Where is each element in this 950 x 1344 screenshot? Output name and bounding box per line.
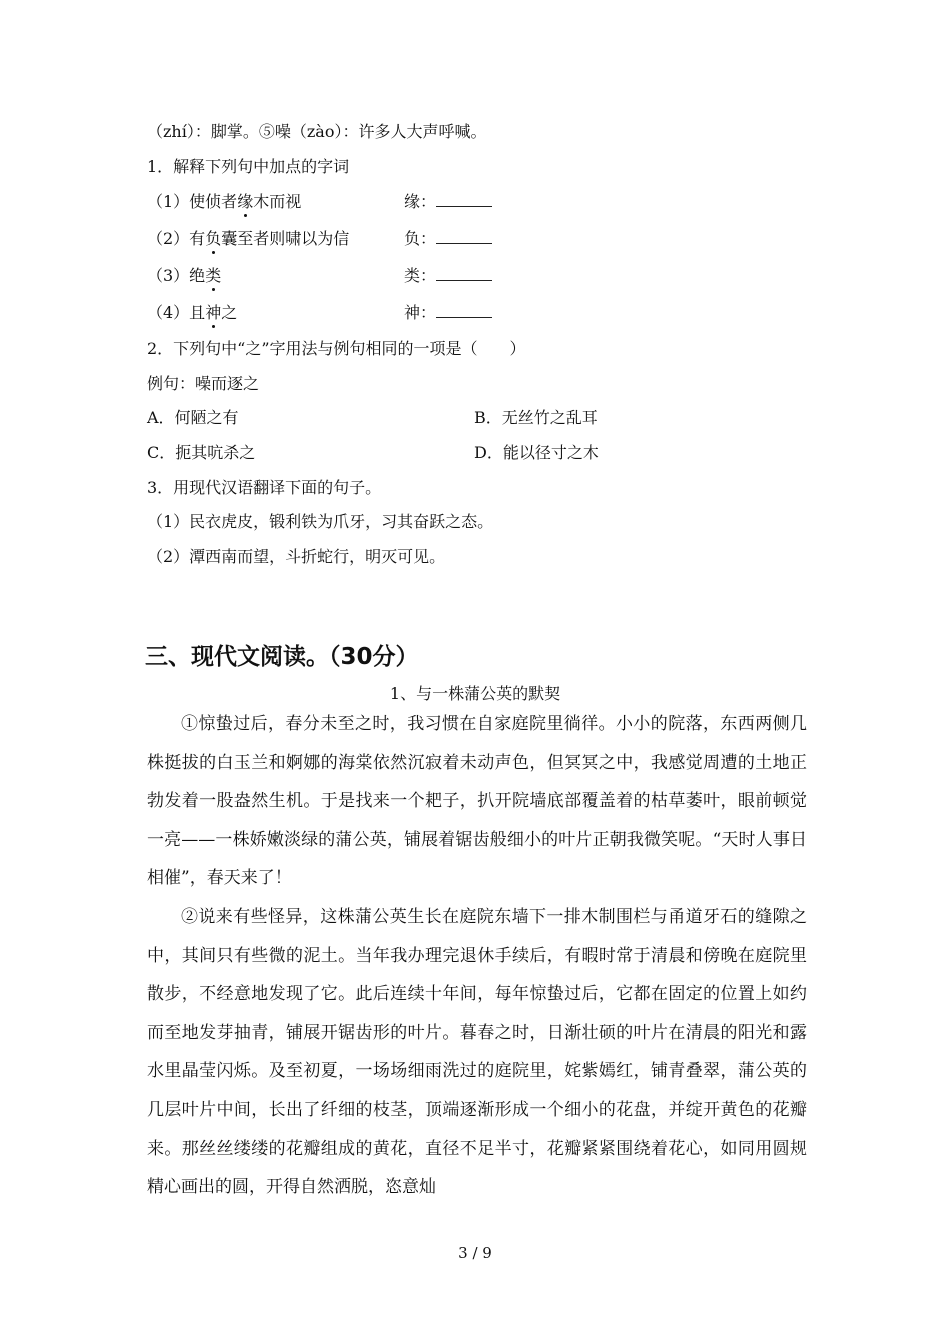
- paragraph-1: ①惊蛰过后，春分未至之时，我习惯在自家庭院里徜徉。小小的院落，东西两侧几株挺拔的白玉兰和婀娜的海棠依然沉寂着未动声色，但冥冥之中，我感觉周遭的土地正勃发着一股盎然生机。于是找来一个耙子，扒开院墙底部覆盖着的枯草萎叶，眼前顿觉一亮——一株娇嫩淡绿的蒲公英，铺展着锯齿般细小的叶片正朝我微笑呢。“天时人事日相催”，春天来了！: [147, 714, 807, 889]
- q3-item-2: （2）潭西南而望，斗折蛇行，明灭可见。: [147, 547, 446, 566]
- answer-blank: [436, 192, 492, 207]
- q1-item-4: [147, 303, 237, 323]
- answer-blank: [436, 303, 492, 318]
- dotted-char: 神: [205, 303, 222, 322]
- q1-item-1: [147, 192, 301, 212]
- q2-option-c: C．扼其吭杀之: [147, 443, 256, 462]
- dotted-char: 负: [205, 229, 222, 248]
- q1-answer-2: [404, 229, 492, 249]
- answer-label: 缘：: [404, 192, 437, 211]
- q3-item-1: （1）民衣虎皮，锻利铁为爪牙，习其奋跃之态。: [147, 512, 494, 531]
- q2-option-b: B．无丝竹之乱耳: [474, 408, 598, 427]
- q1-item-text: （2）有: [147, 229, 206, 248]
- q2-example: 例句：噪而逐之: [147, 374, 260, 393]
- q1-item-text: 之: [221, 303, 238, 322]
- q3-title: 3．用现代汉语翻译下面的句子。: [147, 478, 382, 497]
- answer-blank: [436, 266, 492, 281]
- q1-title: 1．解释下列句中加点的字词: [147, 157, 350, 176]
- q2-option-a: A．何陋之有: [147, 408, 239, 427]
- q1-item-text: 木而视: [253, 192, 302, 211]
- answer-label: 神：: [404, 303, 437, 322]
- paragraph-2: ②说来有些怪异，这株蒲公英生长在庭院东墙下一排木制围栏与甬道牙石的缝隙之中，其间只有些微的泥土。当年我办理完退休手续后，有暇时常于清晨和傍晚在庭院里散步，不经意地发现了它。此后连续十年间，每年惊蛰过后，它都在固定的位置上如约而至地发芽抽青，铺展开锯齿形的叶片。暮春之时，日渐壮硕的叶片在清晨的阳光和露水里晶莹闪烁。及至初夏，一场场细雨洗过的庭院里，姹紫嫣红，铺青叠翠，蒲公英的几层叶片中间，长出了纤细的枝茎，顶端逐渐形成一个细小的花盘，并绽开黄色的花瓣来。那丝丝缕缕的花瓣组成的黄花，直径不足半寸，花瓣紧紧围绕着花心，如同用圆规精心画出的圆，开得自然洒脱，恣意灿: [147, 907, 807, 1198]
- q1-item-text: （4）且: [147, 303, 206, 322]
- q1-item-3: [147, 266, 221, 286]
- dotted-char: 类: [205, 266, 222, 285]
- answer-label: 类：: [404, 266, 437, 285]
- section-heading: 三、现代文阅读。（30分）: [145, 644, 419, 670]
- top-note: （zhí）：脚掌。⑤噪（zào）：许多人大声呼喊。: [147, 122, 487, 141]
- q1-item-text: （3）绝: [147, 266, 206, 285]
- q1-item-text: 囊至者则啸以为信: [221, 229, 350, 248]
- q1-item-text: （1）使侦者: [147, 192, 238, 211]
- answer-label: 负：: [404, 229, 437, 248]
- page-number: 3 / 9: [458, 1244, 492, 1262]
- q1-answer-3: [404, 266, 492, 286]
- article-title: 1、与一株蒲公英的默契: [389, 684, 561, 703]
- dotted-char: 缘: [237, 192, 254, 211]
- q2-option-d: D．能以径寸之木: [474, 443, 599, 462]
- answer-blank: [436, 229, 492, 244]
- q1-answer-4: [404, 303, 492, 323]
- q2-title: 2．下列句中“之”字用法与例句相同的一项是（ ）: [147, 339, 526, 358]
- q1-answer-1: [404, 192, 492, 212]
- q1-item-2: [147, 229, 349, 249]
